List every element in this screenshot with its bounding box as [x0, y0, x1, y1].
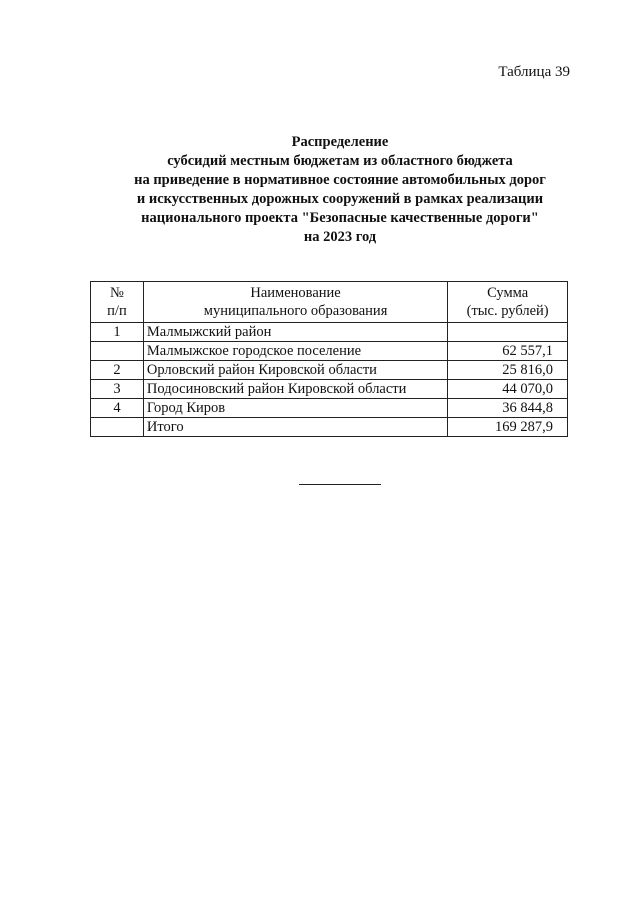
title-line: национального проекта "Безопасные качественные дороги" [141, 210, 539, 226]
row-sum: 44 070,0 [448, 380, 568, 399]
header-num-line: № [110, 285, 124, 301]
row-name: Малмыжское городское поселение [143, 342, 447, 361]
row-sum [448, 323, 568, 342]
row-name: Орловский район Кировской области [143, 361, 447, 380]
header-num-line: п/п [107, 303, 127, 319]
title-line: на 2023 год [303, 229, 377, 245]
header-sum-line: (тыс. рублей) [466, 303, 549, 319]
table-row [91, 399, 568, 418]
row-sum: 62 557,1 [448, 342, 568, 361]
title-line: на приведение в нормативное состояние автомобильных дорог [134, 172, 546, 188]
table-header-row [91, 282, 568, 323]
total-label: Итого [143, 418, 447, 437]
title-line: и искусственных дорожных сооружений в рамках реализации [136, 191, 544, 207]
row-name: Подосиновский район Кировской области [143, 380, 447, 399]
document-title [90, 133, 590, 247]
row-num: 1 [91, 323, 144, 342]
row-sum: 25 816,0 [448, 361, 568, 380]
header-name-line: муниципального образования [203, 303, 388, 319]
title-line: Распределение [291, 134, 389, 150]
row-num [91, 418, 144, 437]
header-name-line: Наименование [250, 285, 341, 301]
row-num [91, 342, 144, 361]
title-line: субсидий местным бюджетам из областного бюджета [167, 153, 513, 169]
row-sum: 36 844,8 [448, 399, 568, 418]
row-num: 4 [91, 399, 144, 418]
row-name: Город Киров [143, 399, 447, 418]
header-sum-line: Сумма [487, 285, 529, 301]
end-divider [299, 484, 381, 485]
table-number-label: Таблица 39 [498, 64, 570, 80]
table-row [91, 342, 568, 361]
header-name [143, 282, 447, 323]
row-num: 2 [91, 361, 144, 380]
header-num [91, 282, 144, 323]
table-total-row [91, 418, 568, 437]
table-row [91, 380, 568, 399]
header-sum [448, 282, 568, 323]
row-num: 3 [91, 380, 144, 399]
table-row [91, 361, 568, 380]
row-name: Малмыжский район [143, 323, 447, 342]
distribution-table [90, 281, 568, 437]
total-sum: 169 287,9 [448, 418, 568, 437]
table-row [91, 323, 568, 342]
